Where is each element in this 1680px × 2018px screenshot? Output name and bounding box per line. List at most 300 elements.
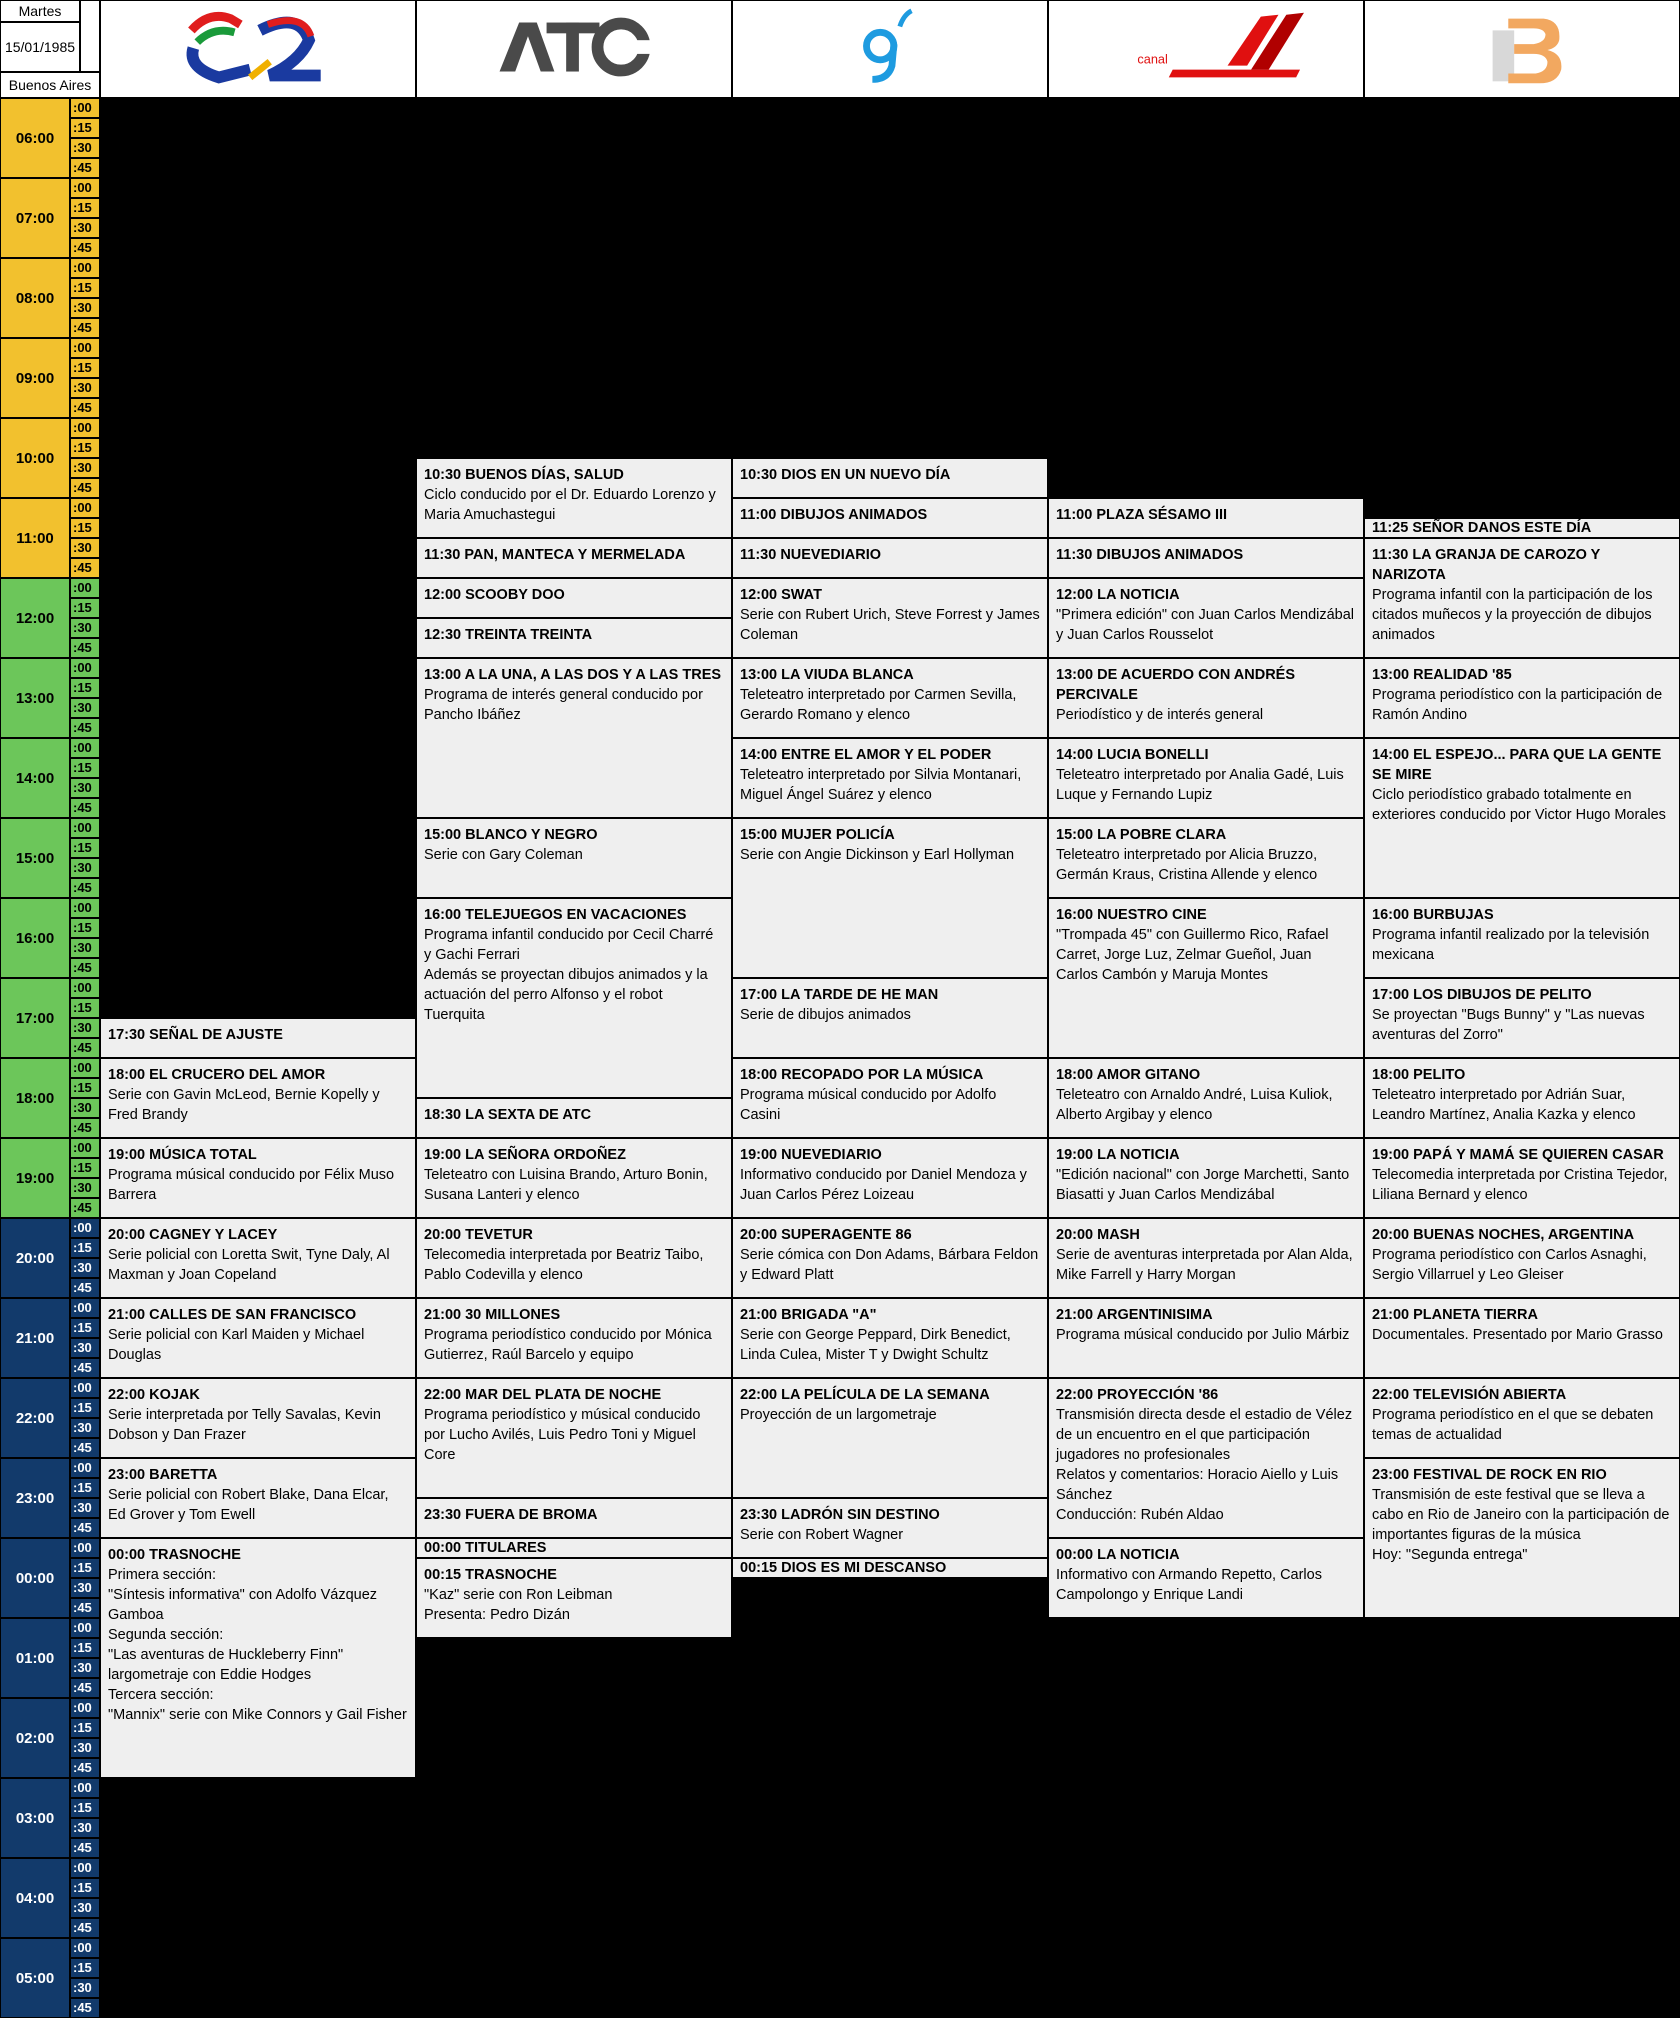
quarter-label: :45 <box>70 1518 100 1538</box>
quarter-label: :00 <box>70 738 100 758</box>
hour-label: 17:00 <box>0 978 70 1058</box>
program-slot[interactable] <box>732 1298 1048 1378</box>
quarter-label: :45 <box>70 1838 100 1858</box>
quarter-label: :00 <box>70 1458 100 1478</box>
program-description: Programa periodístico y músical conducido por Lucho Avilés, Luis Pedro Toni y Miguel Core <box>424 1407 701 1463</box>
quarter-label: :15 <box>70 438 100 458</box>
header-spacer <box>80 0 100 72</box>
program-description: "Primera edición" con Juan Carlos Mendizábal y Juan Carlos Rousselot <box>1056 607 1355 643</box>
program-title: 15:00 MUJER POLICÍA <box>740 827 895 843</box>
program-title: 18:00 AMOR GITANO <box>1056 1067 1201 1083</box>
program-title: 23:00 FESTIVAL DE ROCK EN RIO <box>1372 1467 1607 1483</box>
hour-label: 04:00 <box>0 1858 70 1938</box>
quarter-label: :00 <box>70 978 100 998</box>
hour-label: 14:00 <box>0 738 70 818</box>
program-title: 19:00 LA SEÑORA ORDOÑEZ <box>424 1147 626 1163</box>
quarter-label: :45 <box>70 718 100 738</box>
quarter-label: :45 <box>70 1038 100 1058</box>
quarter-label: :15 <box>70 1718 100 1738</box>
program-title: 10:30 BUENOS DÍAS, SALUD <box>424 467 624 483</box>
channel-atc-header <box>416 0 732 98</box>
program-description: Serie policial con Robert Blake, Dana Elcar, Ed Grover y Tom Ewell <box>108 1487 389 1523</box>
program-description: Programa de interés general conducido por Pancho Ibáñez <box>424 687 703 723</box>
program-description: Serie con Gavin McLeod, Bernie Kopelly y Fred Brandy <box>108 1087 380 1123</box>
hour-label: 22:00 <box>0 1378 70 1458</box>
quarter-label: :00 <box>70 498 100 518</box>
quarter-label: :00 <box>70 818 100 838</box>
program-description: Teleteatro interpretado por Alicia Bruzzo, Germán Kraus, Cristina Allende y elenco <box>1056 847 1318 883</box>
quarter-label: :30 <box>70 1338 100 1358</box>
program-title: 20:00 SUPERAGENTE 86 <box>740 1227 912 1243</box>
quarter-label: :45 <box>70 1358 100 1378</box>
program-description: Telecomedia interpretada por Beatriz Taibo, Pablo Codevilla y elenco <box>424 1247 704 1283</box>
quarter-label: :45 <box>70 478 100 498</box>
program-description: Programa infantil realizado por la televisión mexicana <box>1372 927 1650 963</box>
hour-label: 06:00 <box>0 98 70 178</box>
program-description: Serie con Rubert Urich, Steve Forrest y James Coleman <box>740 607 1040 643</box>
program-description: Programa periodístico con Carlos Asnaghi, Sergio Villarruel y Leo Gleiser <box>1372 1247 1647 1283</box>
quarter-label: :15 <box>70 118 100 138</box>
quarter-label: :15 <box>70 1558 100 1578</box>
quarter-label: :45 <box>70 1278 100 1298</box>
program-title: 22:00 KOJAK <box>108 1387 200 1403</box>
program-description: Se proyectan "Bugs Bunny" y "Las nuevas aventuras del Zorro" <box>1372 1007 1645 1043</box>
quarter-label: :15 <box>70 1478 100 1498</box>
quarter-label: :15 <box>70 198 100 218</box>
quarter-label: :30 <box>70 218 100 238</box>
program-title: 10:30 DIOS EN UN NUEVO DÍA <box>740 467 951 483</box>
program-slot[interactable] <box>732 1498 1048 1558</box>
quarter-label: :15 <box>70 1238 100 1258</box>
program-slot[interactable] <box>732 1218 1048 1298</box>
quarter-label: :00 <box>70 98 100 118</box>
program-title: 23:30 LADRÓN SIN DESTINO <box>740 1507 940 1523</box>
program-description: "Trompada 45" con Guillermo Rico, Rafael Carret, Jorge Luz, Zelmar Gueñol, Juan Carlos Cambón y Maruja Montes <box>1056 927 1329 983</box>
program-slot[interactable] <box>416 1378 732 1498</box>
quarter-label: :45 <box>70 1918 100 1938</box>
quarter-label: :30 <box>70 378 100 398</box>
quarter-label: :15 <box>70 998 100 1018</box>
program-description: Programa infantil conducido por Cecil Charré y Gachi Ferrari Además se proyectan dibujos animados y la actuación del perro Alfonso y el robot Tuerquita <box>424 927 714 1023</box>
program-slot[interactable] <box>100 1218 416 1298</box>
quarter-label: :30 <box>70 698 100 718</box>
program-title: 12:30 TREINTA TREINTA <box>424 627 593 643</box>
program-description: Periodístico y de interés general <box>1056 707 1264 723</box>
day-label: Martes <box>0 0 80 22</box>
program-description: Programa músical conducido por Félix Muso Barrera <box>108 1167 395 1203</box>
quarter-label: :30 <box>70 1978 100 1998</box>
program-slot[interactable] <box>1364 738 1680 898</box>
quarter-label: :45 <box>70 238 100 258</box>
quarter-label: :15 <box>70 1078 100 1098</box>
program-description: Ciclo periodístico grabado totalmente en exteriores conducido por Victor Hugo Morales <box>1372 787 1666 823</box>
quarter-label: :15 <box>70 1958 100 1978</box>
program-title: 23:30 FUERA DE BROMA <box>424 1507 598 1523</box>
program-slot[interactable] <box>416 618 732 658</box>
program-slot[interactable] <box>1364 898 1680 978</box>
program-slot[interactable] <box>1048 898 1364 1058</box>
program-slot[interactable] <box>732 658 1048 738</box>
program-description: Transmisión de este festival que se lleva a cabo en Rio de Janeiro con la participación de importantes figuras de la música Hoy: "Segunda entrega" <box>1372 1487 1670 1563</box>
program-description: Programa músical conducido por Julio Márbiz <box>1056 1327 1350 1343</box>
program-description: Telecomedia interpretada por Cristina Tejedor, Liliana Bernard y elenco <box>1372 1167 1668 1203</box>
program-slot[interactable] <box>100 1298 416 1378</box>
program-slot[interactable] <box>732 978 1048 1058</box>
program-description: Serie con Robert Wagner <box>740 1527 904 1543</box>
quarter-label: :30 <box>70 138 100 158</box>
program-description: Transmisión directa desde el estadio de Vélez de un encuentro en el que participación jugadores no profesionales Relatos y comentarios: Horacio Aiello y Luis Sánchez Conducción: Rubén Aldao <box>1056 1407 1353 1523</box>
program-title: 00:00 TRASNOCHE <box>108 1547 241 1563</box>
hour-label: 11:00 <box>0 498 70 578</box>
quarter-label: :00 <box>70 1058 100 1078</box>
quarter-label: :15 <box>70 1158 100 1178</box>
quarter-label: :30 <box>70 1818 100 1838</box>
quarter-label: :45 <box>70 1998 100 2018</box>
program-title: 23:00 BARETTA <box>108 1467 218 1483</box>
program-slot[interactable] <box>732 498 1048 538</box>
program-slot[interactable] <box>732 1058 1048 1138</box>
program-title: 13:00 DE ACUERDO CON ANDRÉS PERCIVALE <box>1056 667 1296 703</box>
program-slot[interactable] <box>732 1378 1048 1498</box>
channel-13-header <box>1364 0 1680 98</box>
program-description: Primera sección: "Síntesis informativa" con Adolfo Vázquez Gamboa Segunda sección: "Las aventuras de Huckleberry Finn" largometraje con Eddie Hodges Tercera sección: "Mannix" serie con Mike Connors y Gail Fisher <box>108 1567 407 1723</box>
quarter-label: :15 <box>70 518 100 538</box>
program-title: 16:00 NUESTRO CINE <box>1056 907 1207 923</box>
program-title: 00:15 TRASNOCHE <box>424 1567 557 1583</box>
program-title: 17:00 LA TARDE DE HE MAN <box>740 987 939 1003</box>
canal-2-logo <box>101 1 415 97</box>
quarter-label: :45 <box>70 958 100 978</box>
program-description: Teleteatro interpretado por Analia Gadé, Luis Luque y Fernando Lupiz <box>1056 767 1344 803</box>
program-title: 20:00 BUENAS NOCHES, ARGENTINA <box>1372 1227 1635 1243</box>
program-description: Serie con Gary Coleman <box>424 847 583 863</box>
quarter-label: :00 <box>70 1378 100 1398</box>
quarter-label: :30 <box>70 618 100 638</box>
quarter-label: :00 <box>70 418 100 438</box>
program-title: 20:00 TEVETUR <box>424 1227 533 1243</box>
program-description: Serie policial con Loretta Swit, Tyne Daly, Al Maxman y Joan Copeland <box>108 1247 390 1283</box>
hour-label: 00:00 <box>0 1538 70 1618</box>
program-description: Serie cómica con Don Adams, Bárbara Feldon y Edward Platt <box>740 1247 1039 1283</box>
quarter-label: :30 <box>70 538 100 558</box>
quarter-label: :15 <box>70 758 100 778</box>
program-title: 18:00 PELITO <box>1372 1067 1466 1083</box>
quarter-label: :30 <box>70 1578 100 1598</box>
program-slot[interactable] <box>416 818 732 898</box>
program-title: 20:00 CAGNEY Y LACEY <box>108 1227 278 1243</box>
quarter-label: :15 <box>70 1638 100 1658</box>
quarter-label: :15 <box>70 838 100 858</box>
program-slot[interactable] <box>1364 1458 1680 1618</box>
program-title: 11:30 NUEVEDIARIO <box>740 547 882 563</box>
program-slot[interactable] <box>100 1538 416 1778</box>
program-description: Informativo con Armando Repetto, Carlos Campolongo y Enrique Landi <box>1056 1567 1322 1603</box>
program-title: 18:30 LA SEXTA DE ATC <box>424 1107 592 1123</box>
program-slot[interactable] <box>100 1458 416 1538</box>
quarter-label: :30 <box>70 1418 100 1438</box>
program-slot[interactable] <box>1364 1058 1680 1138</box>
program-title: 12:00 SCOOBY DOO <box>424 587 565 603</box>
program-title: 13:00 LA VIUDA BLANCA <box>740 667 914 683</box>
program-slot[interactable] <box>416 1218 732 1298</box>
quarter-label: :00 <box>70 1218 100 1238</box>
hour-label: 15:00 <box>0 818 70 898</box>
program-slot[interactable] <box>416 1538 732 1558</box>
quarter-label: :00 <box>70 658 100 678</box>
program-slot[interactable] <box>1048 818 1364 898</box>
hour-label: 09:00 <box>0 338 70 418</box>
program-title: 11:00 PLAZA SÉSAMO III <box>1056 507 1228 523</box>
program-title: 21:00 CALLES DE SAN FRANCISCO <box>108 1307 357 1323</box>
program-description: Programa periodístico conducido por Mónica Gutierrez, Raúl Barcelo y equipo <box>424 1327 712 1363</box>
program-slot[interactable] <box>1364 538 1680 658</box>
channel-2-header <box>100 0 416 98</box>
program-title: 12:00 LA NOTICIA <box>1056 587 1180 603</box>
program-slot[interactable] <box>1048 498 1364 538</box>
program-description: Teleteatro con Arnaldo André, Luisa Kuliok, Alberto Argibay y elenco <box>1056 1087 1333 1123</box>
quarter-label: :45 <box>70 798 100 818</box>
program-title: 11:25 SEÑOR DANOS ESTE DÍA <box>1372 520 1592 536</box>
quarter-label: :45 <box>70 1598 100 1618</box>
program-slot[interactable] <box>100 1018 416 1058</box>
hour-label: 13:00 <box>0 658 70 738</box>
hour-label: 12:00 <box>0 578 70 658</box>
program-description: "Kaz" serie con Ron Leibman Presenta: Pedro Dizán <box>424 1587 613 1623</box>
program-description: Informativo conducido por Daniel Mendoza y Juan Carlos Pérez Loizeau <box>740 1167 1027 1203</box>
hour-label: 07:00 <box>0 178 70 258</box>
quarter-label: :00 <box>70 178 100 198</box>
quarter-label: :30 <box>70 1898 100 1918</box>
program-slot[interactable] <box>1364 1138 1680 1218</box>
program-slot[interactable] <box>732 1558 1048 1578</box>
program-title: 13:00 A LA UNA, A LAS DOS Y A LAS TRES <box>424 667 722 683</box>
hour-label: 20:00 <box>0 1218 70 1298</box>
program-slot[interactable] <box>732 1138 1048 1218</box>
program-description: Programa músical conducido por Adolfo Casini <box>740 1087 997 1123</box>
program-slot[interactable] <box>416 898 732 1098</box>
program-slot[interactable] <box>416 1498 732 1538</box>
program-slot[interactable] <box>1364 1378 1680 1458</box>
quarter-label: :45 <box>70 558 100 578</box>
program-title: 11:30 LA GRANJA DE CAROZO Y NARIZOTA <box>1372 547 1601 583</box>
quarter-label: :45 <box>70 318 100 338</box>
program-slot[interactable] <box>416 578 732 618</box>
program-description: Proyección de un largometraje <box>740 1407 937 1423</box>
program-slot[interactable] <box>1048 1218 1364 1298</box>
quarter-label: :00 <box>70 1618 100 1638</box>
quarter-label: :30 <box>70 778 100 798</box>
program-title: 20:00 MASH <box>1056 1227 1140 1243</box>
quarter-label: :30 <box>70 938 100 958</box>
quarter-label: :00 <box>70 1698 100 1718</box>
program-description: Programa periodístico con la participación de Ramón Andino <box>1372 687 1663 723</box>
program-title: 13:00 REALIDAD '85 <box>1372 667 1512 683</box>
program-title: 11:30 PAN, MANTECA Y MERMELADA <box>424 547 686 563</box>
program-title: 00:00 TITULARES <box>424 1540 547 1556</box>
hour-label: 08:00 <box>0 258 70 338</box>
quarter-label: :00 <box>70 258 100 278</box>
program-title: 19:00 NUEVEDIARIO <box>740 1147 882 1163</box>
program-description: Teleteatro interpretado por Adrián Suar, Leandro Martínez, Analia Kazka y elenco <box>1372 1087 1636 1123</box>
quarter-label: :30 <box>70 1178 100 1198</box>
program-description: "Edición nacional" con Jorge Marchetti, Santo Biasatti y Juan Carlos Mendizábal <box>1056 1167 1350 1203</box>
program-description: Programa infantil con la participación de los citados muñecos y la proyección de dibujos animados <box>1372 587 1653 643</box>
channel-9-header <box>732 0 1048 98</box>
quarter-label: :00 <box>70 898 100 918</box>
program-title: 21:00 PLANETA TIERRA <box>1372 1307 1538 1323</box>
program-slot[interactable] <box>416 1298 732 1378</box>
quarter-label: :30 <box>70 298 100 318</box>
program-description: Serie de dibujos animados <box>740 1007 911 1023</box>
quarter-label: :00 <box>70 1138 100 1158</box>
program-slot[interactable] <box>1364 658 1680 738</box>
program-slot[interactable] <box>1364 518 1680 538</box>
program-slot[interactable] <box>1048 1378 1364 1538</box>
quarter-label: :30 <box>70 1018 100 1038</box>
program-slot[interactable] <box>1048 1138 1364 1218</box>
quarter-label: :15 <box>70 1318 100 1338</box>
atc-logo <box>417 1 731 97</box>
program-slot[interactable] <box>1364 1218 1680 1298</box>
program-title: 00:00 LA NOTICIA <box>1056 1547 1180 1563</box>
program-slot[interactable] <box>416 458 732 538</box>
quarter-label: :00 <box>70 578 100 598</box>
program-slot[interactable] <box>1048 538 1364 578</box>
quarter-label: :00 <box>70 1938 100 1958</box>
quarter-label: :30 <box>70 1498 100 1518</box>
quarter-label: :00 <box>70 1858 100 1878</box>
hour-label: 02:00 <box>0 1698 70 1778</box>
program-title: 14:00 ENTRE EL AMOR Y EL PODER <box>740 747 992 763</box>
quarter-label: :00 <box>70 1538 100 1558</box>
program-description: Ciclo conducido por el Dr. Eduardo Lorenzo y Maria Amuchastegui <box>424 487 716 523</box>
program-title: 00:15 DIOS ES MI DESCANSO <box>740 1560 947 1576</box>
quarter-label: :00 <box>70 338 100 358</box>
quarter-label: :30 <box>70 458 100 478</box>
quarter-label: :45 <box>70 1438 100 1458</box>
program-slot[interactable] <box>100 1058 416 1138</box>
program-description: Serie de aventuras interpretada por Alan Alda, Mike Farrell y Harry Morgan <box>1056 1247 1353 1283</box>
program-slot[interactable] <box>416 538 732 578</box>
quarter-label: :45 <box>70 158 100 178</box>
quarter-label: :00 <box>70 1298 100 1318</box>
hour-label: 16:00 <box>0 898 70 978</box>
program-title: 17:30 SEÑAL DE AJUSTE <box>108 1027 283 1043</box>
canal-11-logo-text: canal <box>1137 51 1168 67</box>
program-slot[interactable] <box>732 578 1048 658</box>
quarter-label: :15 <box>70 678 100 698</box>
program-description: Documentales. Presentado por Mario Grasso <box>1372 1327 1663 1343</box>
program-description: Serie con George Peppard, Dirk Benedict, Linda Culea, Mister T y Dwight Schultz <box>740 1327 1011 1363</box>
program-title: 12:00 SWAT <box>740 587 822 603</box>
program-title: 19:00 PAPÁ Y MAMÁ SE QUIEREN CASAR <box>1372 1147 1664 1163</box>
program-slot[interactable] <box>732 538 1048 578</box>
program-title: 22:00 LA PELÍCULA DE LA SEMANA <box>740 1387 990 1403</box>
quarter-label: :00 <box>70 1778 100 1798</box>
quarter-label: :15 <box>70 358 100 378</box>
hour-label: 21:00 <box>0 1298 70 1378</box>
program-description: Teleteatro con Luisina Brando, Arturo Bonin, Susana Lanteri y elenco <box>424 1167 708 1203</box>
quarter-label: :30 <box>70 1098 100 1118</box>
program-slot[interactable] <box>1048 1058 1364 1138</box>
program-title: 17:00 LOS DIBUJOS DE PELITO <box>1372 987 1592 1003</box>
program-slot[interactable] <box>1048 1538 1364 1618</box>
hour-label: 10:00 <box>0 418 70 498</box>
program-slot[interactable] <box>416 1558 732 1638</box>
program-slot[interactable] <box>416 1138 732 1218</box>
program-title: 21:00 ARGENTINISIMA <box>1056 1307 1213 1323</box>
program-title: 11:30 DIBUJOS ANIMADOS <box>1056 547 1244 563</box>
program-title: 18:00 EL CRUCERO DEL AMOR <box>108 1067 326 1083</box>
program-slot[interactable] <box>1364 978 1680 1058</box>
quarter-label: :45 <box>70 1118 100 1138</box>
channel-11-header <box>1048 0 1364 98</box>
quarter-label: :30 <box>70 1738 100 1758</box>
program-slot[interactable] <box>1048 738 1364 818</box>
hour-label: 05:00 <box>0 1938 70 2018</box>
program-slot[interactable] <box>416 658 732 818</box>
program-title: 15:00 LA POBRE CLARA <box>1056 827 1227 843</box>
program-title: 22:00 MAR DEL PLATA DE NOCHE <box>424 1387 662 1403</box>
quarter-label: :15 <box>70 1878 100 1898</box>
quarter-label: :45 <box>70 878 100 898</box>
program-title: 15:00 BLANCO Y NEGRO <box>424 827 598 843</box>
date-label: 15/01/1985 <box>0 22 80 72</box>
quarter-label: :45 <box>70 398 100 418</box>
hour-label: 19:00 <box>0 1138 70 1218</box>
quarter-label: :30 <box>70 1258 100 1278</box>
program-title: 16:00 BURBUJAS <box>1372 907 1494 923</box>
program-slot[interactable] <box>732 738 1048 818</box>
city-label: Buenos Aires <box>0 72 100 98</box>
quarter-label: :15 <box>70 1398 100 1418</box>
quarter-label: :15 <box>70 918 100 938</box>
quarter-label: :45 <box>70 638 100 658</box>
program-title: 11:00 DIBUJOS ANIMADOS <box>740 507 928 523</box>
hour-label: 01:00 <box>0 1618 70 1698</box>
program-slot[interactable] <box>416 1098 732 1138</box>
program-slot[interactable] <box>1048 578 1364 658</box>
program-slot[interactable] <box>1048 1298 1364 1378</box>
program-slot[interactable] <box>732 818 1048 978</box>
program-slot[interactable] <box>732 458 1048 498</box>
quarter-label: :30 <box>70 1658 100 1678</box>
program-title: 19:00 LA NOTICIA <box>1056 1147 1180 1163</box>
canal-9-logo <box>733 1 1047 97</box>
program-title: 14:00 LUCIA BONELLI <box>1056 747 1209 763</box>
program-slot[interactable] <box>100 1138 416 1218</box>
quarter-label: :45 <box>70 1198 100 1218</box>
program-title: 21:00 30 MILLONES <box>424 1307 561 1323</box>
quarter-label: :15 <box>70 598 100 618</box>
program-slot[interactable] <box>1364 1298 1680 1378</box>
program-slot[interactable] <box>100 1378 416 1458</box>
quarter-label: :45 <box>70 1678 100 1698</box>
quarter-label: :45 <box>70 1758 100 1778</box>
program-description: Serie policial con Karl Maiden y Michael Douglas <box>108 1327 365 1363</box>
quarter-label: :30 <box>70 858 100 878</box>
program-title: 18:00 RECOPADO POR LA MÚSICA <box>740 1067 984 1083</box>
program-title: 22:00 PROYECCIÓN '86 <box>1056 1387 1219 1403</box>
canal-13-logo <box>1365 1 1679 97</box>
program-description: Serie con Angie Dickinson y Earl Hollyman <box>740 847 1015 863</box>
program-title: 14:00 EL ESPEJO... PARA QUE LA GENTE SE MIRE <box>1372 747 1662 783</box>
hour-label: 18:00 <box>0 1058 70 1138</box>
program-slot[interactable] <box>1048 658 1364 738</box>
hour-label: 23:00 <box>0 1458 70 1538</box>
quarter-label: :15 <box>70 1798 100 1818</box>
canal-11-logo <box>1049 1 1363 97</box>
